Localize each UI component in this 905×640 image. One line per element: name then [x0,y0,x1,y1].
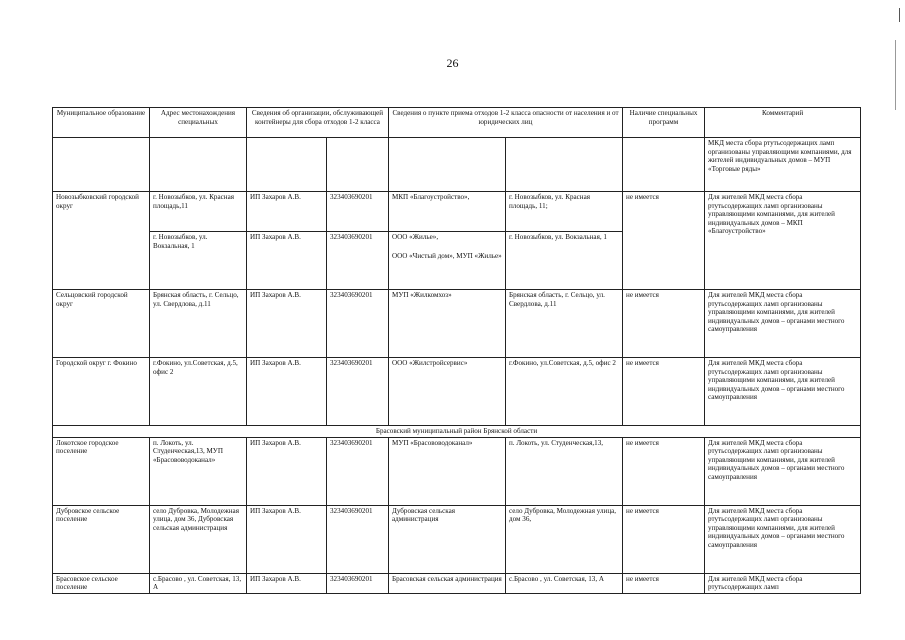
comment-cell: Для жителей МКД места сбора ртутьсодержащих ламп организованы управляющими компаниями, для жителей индивидуальных домов – органами местного самоуправления [705,437,861,505]
scan-artifact [899,8,900,22]
municipality-cell: Городской округ г. Фокино [53,358,150,426]
point-org-line: ООО «Чистый дом», МУП «Жилье» [392,251,502,260]
comment-cell: Для жителей МКД места сбора ртутьсодержащих ламп организованы управляющими компаниями, для жителей индивидуальных домов – органами местного самоуправления [705,505,861,573]
waste-collection-table [52,107,861,594]
programs-cell: не имеется [623,437,705,505]
header-programs: Наличие специальных программ [623,108,705,138]
org-cell: ИП Захаров А.В. [247,573,327,593]
header-row [53,108,861,138]
inn-cell: 323403690201 [327,505,389,573]
point-org-cell: ООО «Жилстройсервис» [389,358,506,426]
region-row [53,426,861,438]
table-row [53,138,861,192]
point-org-cell: Дубровская сельская администрация [389,505,506,573]
header-organization: Сведения об организации, обслуживающей контейнеры для сбора отходов 1-2 класса [247,108,389,138]
region-title: Брасовский муниципальный район Брянской области [53,426,861,438]
table-row [53,290,861,358]
scan-artifact [895,40,896,110]
address-cell: п. Локоть, ул. Студенческая,13, МУП «Брасововодоканал» [150,437,247,505]
point-address-cell: п. Локоть, ул. Студенческая,13, [506,437,623,505]
org-cell: ИП Захаров А.В. [247,290,327,358]
inn-cell: 323403690201 [327,573,389,593]
point-address-cell: г.Фокино, ул.Советская, д.5, офис 2 [506,358,623,426]
programs-cell: не имеется [623,505,705,573]
org-cell: ИП Захаров А.В. [247,358,327,426]
municipality-cell: Брасовское сельское поселение [53,573,150,593]
comment-cell: МКД места сбора ртутьсодержащих ламп организованы управляющими компаниями, для жителей индивидуальных домов – МУП «Торговые ряды» [705,138,861,192]
address-cell: с.Брасово , ул. Советская, 13, А [150,573,247,593]
header-address: Адрес местонахождения специальных [150,108,247,138]
inn-cell: 323403690201 [327,437,389,505]
point-address-cell: село Дубровка, Молодежная улица, дом 36, [506,505,623,573]
programs-cell: не имеется [623,192,705,290]
address-cell: г. Новозыбков, ул. Красная площадь,11 [150,192,247,232]
org-cell: ИП Захаров А.В. [247,232,327,290]
inn-cell: 323403690201 [327,290,389,358]
comment-cell: Для жителей МКД места сбора ртутьсодержащих ламп организованы управляющими компаниями, для жителей индивидуальных домов – МКП «Благоустройство» [705,192,861,290]
table-row [53,573,861,593]
point-org-cell: МУП «Жилкомхоз» [389,290,506,358]
point-address-cell: с.Брасово , ул. Советская, 13, А [506,573,623,593]
table-row [53,358,861,426]
org-cell: ИП Захаров А.В. [247,505,327,573]
address-cell: Брянская область, г. Сельцо, ул. Свердлова, д.11 [150,290,247,358]
municipality-cell: Новозыбковский городской округ [53,192,150,290]
comment-cell: Для жителей МКД места сбора ртутьсодержащих ламп организованы управляющими компаниями, для жителей индивидуальных домов – органами местного самоуправления [705,290,861,358]
point-org-cell: Брасовская сельская администрация [389,573,506,593]
point-address-cell: г. Новозыбков, ул. Вокзальная, 1 [506,232,623,290]
municipality-cell: Сельцовский городской округ [53,290,150,358]
point-org-line: ООО «Жилье», [392,233,439,241]
address-cell: г. Новозыбков, ул. Вокзальная, 1 [150,232,247,290]
municipality-cell: Локотское городское поселение [53,437,150,505]
page-number: 26 [446,56,459,70]
point-org-cell: МКП «Благоустройство», [389,192,506,232]
programs-cell: не имеется [623,290,705,358]
comment-cell: Для жителей МКД места сбора ртутьсодержащих ламп [705,573,861,593]
header-municipality: Муниципальное образование [53,108,150,138]
org-cell: ИП Захаров А.В. [247,192,327,232]
programs-cell: не имеется [623,358,705,426]
org-cell: ИП Захаров А.В. [247,437,327,505]
point-address-cell: г. Новозыбков, ул. Красная площадь, 11; [506,192,623,232]
programs-cell: не имеется [623,573,705,593]
header-collection-point: Сведения о пункте приема отходов 1-2 класса опасности от населения и от юридических лиц [389,108,623,138]
point-address-cell: Брянская область, г. Сельцо, ул. Свердлова, д.11 [506,290,623,358]
address-cell: село Дубровка, Молодежная улица, дом 36, Дубровская сельская администрация [150,505,247,573]
municipality-cell: Дубровское сельское поселение [53,505,150,573]
comment-cell: Для жителей МКД места сбора ртутьсодержащих ламп организованы управляющими компаниями, для жителей индивидуальных домов – органами местного самоуправления [705,358,861,426]
inn-cell: 323403690201 [327,358,389,426]
inn-cell: 323403690201 [327,232,389,290]
table-row [53,192,861,232]
table-row [53,437,861,505]
address-cell: г.Фокино, ул.Советская, д.5, офис 2 [150,358,247,426]
inn-cell: 323403690201 [327,192,389,232]
table-row [53,505,861,573]
point-org-cell [389,232,506,290]
point-org-cell: МУП «Брасововодоканал» [389,437,506,505]
header-comment: Комментарий [705,108,861,138]
